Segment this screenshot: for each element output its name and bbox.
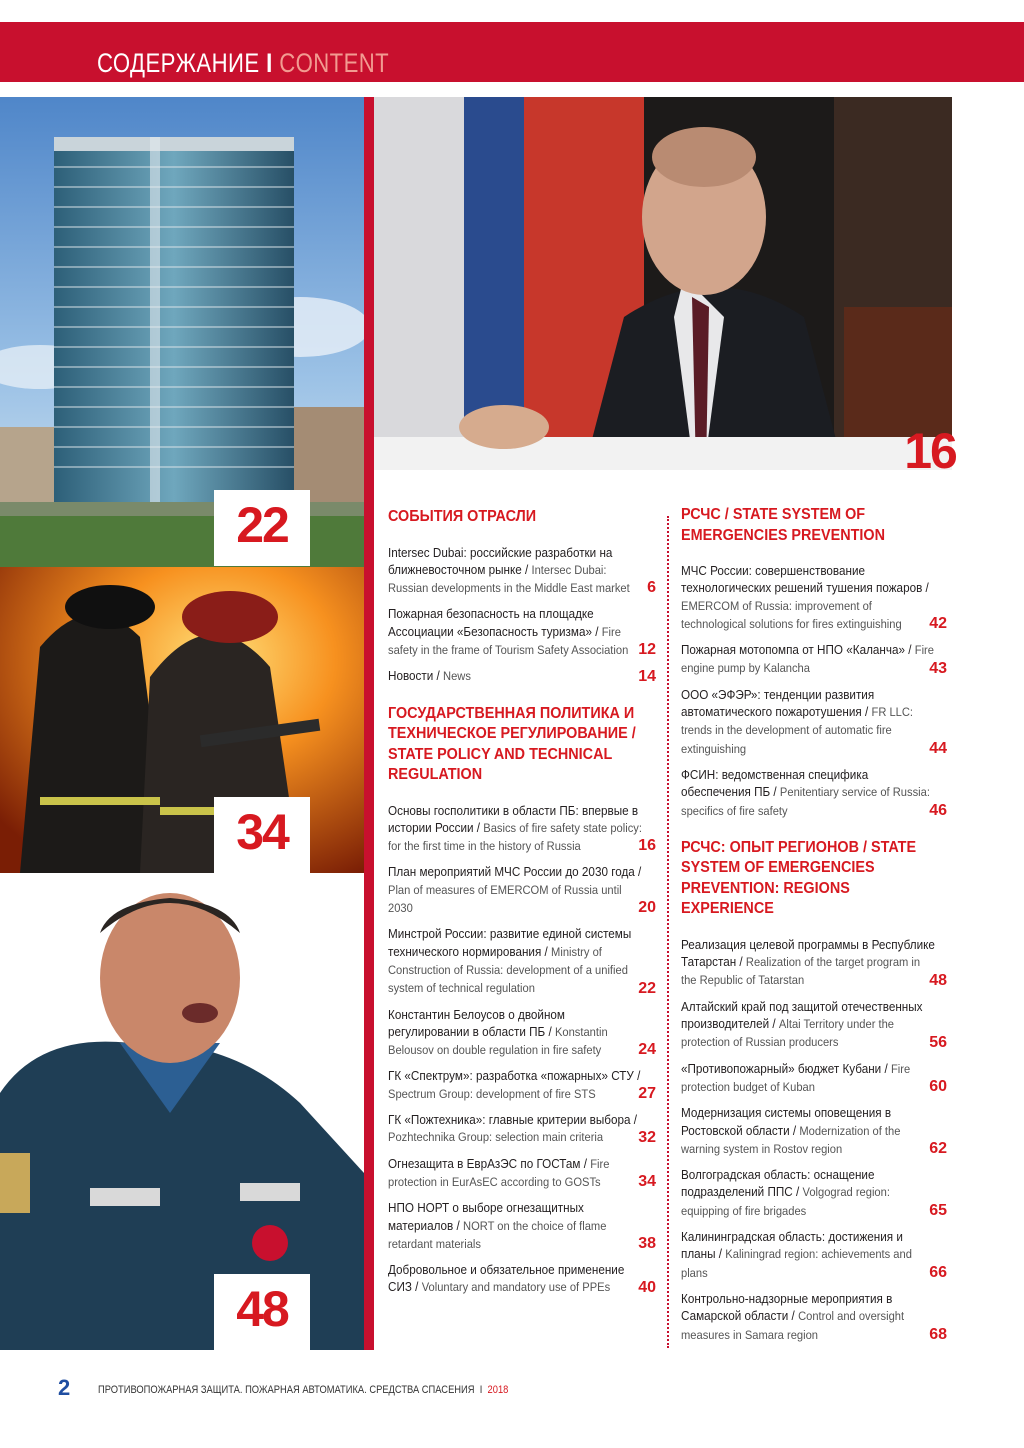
entry-text: План мероприятий МЧС России до 2030 года / Plan of measures of EMERCOM of Russia until 2030 [388, 864, 642, 916]
toc-entry[interactable] [388, 1006, 656, 1060]
entry-text: Основы госполитики в области ПБ: впервые в истории России / Basics of fire safety state policy: for the first time in the history of Russia [388, 802, 642, 854]
entry-ru: Волгоградская область: оснащение подразделений ППС [681, 1167, 875, 1200]
toc-entry[interactable] [388, 1067, 656, 1103]
entry-text: Контрольно-надзорные мероприятия в Самарской области / Control and oversight measures in Samara region [681, 1290, 905, 1342]
entry-ru: ФСИН: ведомственная специфика обеспечения ПБ [681, 766, 869, 800]
section-title-en: STATE POLICY AND TECHNICAL REGULATION [388, 745, 613, 784]
toc-entry[interactable] [681, 562, 947, 633]
page-title [97, 48, 389, 78]
entry-page: 48 [929, 971, 947, 989]
toc-entry[interactable] [388, 1111, 656, 1147]
section-title-ru: СОБЫТИЯ ОТРАСЛИ [388, 508, 537, 525]
section-title-state-policy [388, 704, 649, 786]
entry-ru: «Противопожарный» бюджет Кубани [681, 1060, 882, 1076]
page-ref-22: 22 [214, 490, 310, 566]
toc-right-column [681, 505, 947, 1352]
entry-page: 42 [929, 615, 947, 633]
entry-en: NORT on the choice of flame retardant materials [388, 1218, 607, 1251]
entry-text: Пожарная безопасность на площадке Ассоциации «Безопасность туризма» / Fire safety in the frame of Tourism Safety Association [388, 606, 629, 657]
section-title-ru: РСЧС / [681, 506, 729, 523]
entry-page: 14 [638, 667, 656, 685]
entry-text: Реализация целевой программы в Республике Татарстан / Realization of the target program in the Republic of Tatarstan [681, 936, 935, 988]
entry-page: 43 [929, 659, 947, 677]
toc-entry[interactable] [681, 1166, 947, 1220]
entry-page: 6 [647, 579, 656, 597]
entry-page: 27 [638, 1085, 656, 1103]
entry-ru: Пожарная безопасность на площадке Ассоциации «Безопасность туризма» [388, 606, 594, 639]
toc-entry[interactable] [388, 925, 656, 997]
entry-ru: Контрольно-надзорные мероприятия в Самарской области [681, 1290, 893, 1324]
toc-entry[interactable] [681, 1060, 947, 1097]
entry-en: Fire safety in the frame of Tourism Safety Association [388, 624, 629, 657]
entry-ru: Калининградская область: достижения и планы [681, 1229, 903, 1262]
toc-entry[interactable] [681, 1104, 947, 1158]
entry-text: Волгоградская область: оснащение подразделений ППС / Volgograd region: equipping of fire brigades [681, 1167, 890, 1218]
entry-en: News [443, 669, 471, 684]
entry-en: Realization of the target program in the Republic of Tatarstan [681, 955, 921, 988]
entry-ru: Пожарная мотопомпа от НПО «Каланча» [681, 642, 906, 658]
entry-en: Konstantin Belousov on double regulation in fire safety [388, 1024, 608, 1058]
footer-year: 2018 [487, 1384, 509, 1396]
entry-en: Control and oversight measures in Samara region [681, 1309, 905, 1342]
toc-entry[interactable] [681, 686, 947, 758]
entry-page: 20 [638, 899, 656, 917]
entry-en: FR LLC: trends in the development of automatic fire extinguishing [681, 705, 914, 756]
entry-page: 46 [929, 801, 947, 819]
entry-ru: ГК «Пожтехника»: главные критерии выбора [388, 1112, 631, 1128]
title-en: CONTENT [279, 48, 390, 78]
toc-entry[interactable] [388, 1199, 656, 1253]
entry-en: Pozhtechnika Group: selection main criteria [388, 1130, 604, 1145]
entry-page: 32 [638, 1128, 656, 1146]
entry-text: ГК «Спектрум»: разработка «пожарных» СТУ / Spectrum Group: development of fire STS [388, 1068, 641, 1101]
entry-en: Ministry of Construction of Russia: development of a unified system of technical regulation [388, 944, 628, 996]
page-ref-48: 48 [214, 1274, 310, 1350]
entry-page: 22 [638, 979, 656, 997]
footer-magazine-title [98, 1384, 508, 1396]
entry-en: Voluntary and mandatory use of PPEs [421, 1280, 611, 1295]
toc-entry[interactable] [388, 863, 656, 917]
entry-ru: Минстрой России: развитие единой системы технического нормирования [388, 926, 632, 959]
section-title-regions [681, 838, 942, 920]
entry-text: Константин Белоусов о двойном регулировании в области ПБ / Konstantin Belousov on double regulation in fire safety [388, 1006, 608, 1058]
toc-left-column [388, 507, 656, 1305]
entry-en: Fire protection in EurAsEC according to GOSTs [388, 1156, 610, 1189]
toc-entry[interactable] [681, 1228, 947, 1282]
toc-entry[interactable] [681, 936, 947, 990]
entry-en: EMERCOM of Russia: improvement of technological solutions for fires extinguishing [681, 598, 902, 631]
entry-ru: ГК «Спектрум»: разработка «пожарных» СТУ [388, 1068, 634, 1084]
entry-page: 66 [929, 1263, 947, 1281]
entry-en: Plan of measures of EMERCOM of Russia until 2030 [388, 882, 622, 916]
entry-en: Fire protection budget of Kuban [681, 1061, 911, 1094]
section-title-en: STATE SYSTEM OF EMERGENCIES PREVENTION: REGIONS EXPERIENCE [681, 838, 917, 918]
toc-entry[interactable] [388, 1261, 656, 1297]
entry-ru: План мероприятий МЧС России до 2030 года [388, 864, 635, 880]
toc-entry[interactable] [388, 544, 656, 598]
entry-page: 68 [929, 1325, 947, 1343]
toc-entry[interactable] [681, 766, 947, 820]
entry-text: ФСИН: ведомственная специфика обеспечения ПБ / Penitentiary service of Russia: specifics of fire safety [681, 766, 930, 818]
toc-entry[interactable] [388, 667, 656, 685]
entry-ru: Константин Белоусов о двойном регулировании в области ПБ [388, 1006, 565, 1039]
page-ref-16: 16 [904, 423, 956, 479]
section-title-industry-events [388, 507, 649, 528]
column-divider [667, 516, 669, 1348]
section-title-en: STATE SYSTEM OF EMERGENCIES PREVENTION [681, 506, 886, 544]
entry-text: Новости / News [388, 668, 471, 684]
entry-en: Penitentiary service of Russia: specifics of fire safety [681, 785, 930, 818]
entry-en: Fire engine pump by Kalancha [681, 643, 934, 676]
accent-line [364, 97, 374, 1350]
entry-page: 34 [638, 1173, 656, 1191]
entry-page: 12 [638, 641, 656, 659]
entry-page: 38 [638, 1235, 656, 1253]
entry-text: ООО «ЭФЭР»: тенденции развития автоматического пожаротушения / FR LLC: trends in the development of automatic fire extinguishing [681, 686, 914, 756]
entry-text: МЧС России: совершенствование технологических решений тушения пожаров / EMERCOM of Russia: improvement of technological solutions for fires extinguishing [681, 563, 929, 631]
entry-en: Altai Territory under the protection of Russian producers [681, 1017, 895, 1050]
entry-ru: Реализация целевой программы в Республике Татарстан [681, 936, 935, 970]
entry-en: Basics of fire safety state policy: for the first time in the history of Russia [388, 820, 642, 854]
entry-page: 62 [929, 1140, 947, 1158]
entry-text: Огнезащита в ЕврАзЭС по ГОСТам / Fire protection in EurAsEC according to GOSTs [388, 1155, 610, 1189]
entry-page: 24 [638, 1041, 656, 1059]
entry-en: Intersec Dubai: Russian developments in the Middle East market [388, 562, 630, 596]
entry-text: НПО НОРТ о выборе огнезащитных материалов / NORT on the choice of flame retardant materials [388, 1200, 607, 1251]
magazine-name: ПРОТИВОПОЖАРНАЯ ЗАЩИТА. ПОЖАРНАЯ АВТОМАТИКА. СРЕДСТВА СПАСЕНИЯ [98, 1384, 475, 1396]
entry-text: Минстрой России: развитие единой системы технического нормирования / Ministry of Construction of Russia: development of a unified system of technical regulation [388, 926, 632, 996]
entry-ru: Огнезащита в ЕврАзЭС по ГОСТам [388, 1155, 581, 1171]
entry-ru: НПО НОРТ о выборе огнезащитных материалов [388, 1200, 584, 1233]
entry-text: «Противопожарный» бюджет Кубани / Fire protection budget of Kuban [681, 1060, 911, 1094]
entry-page: 56 [929, 1033, 947, 1051]
entry-page: 65 [929, 1202, 947, 1220]
entry-text: Добровольное и обязательное применение СИЗ / Voluntary and mandatory use of PPEs [388, 1262, 625, 1295]
title-ru: СОДЕРЖАНИЕ [97, 48, 260, 78]
title-separator: I [266, 48, 273, 78]
entry-en: Kaliningrad region: achievements and plans [681, 1247, 912, 1280]
section-title-emergencies [681, 505, 942, 546]
entry-page: 16 [638, 837, 656, 855]
entry-page: 60 [929, 1078, 947, 1096]
entry-text: Модернизация системы оповещения в Ростовской области / Modernization of the warning system in Rostov region [681, 1105, 901, 1156]
entry-ru: Основы госполитики в области ПБ: впервые в истории России [388, 802, 639, 835]
entry-ru: Intersec Dubai: российские разработки на ближневосточном рынке [388, 544, 613, 577]
entry-text: Intersec Dubai: российские разработки на ближневосточном рынке / Intersec Dubai: Russian developments in the Middle East market [388, 544, 630, 596]
entry-page: 40 [638, 1278, 656, 1296]
entry-ru: МЧС России: совершенствование технологических решений тушения пожаров [681, 563, 923, 596]
section-title-ru: РСЧС: ОПЫТ РЕГИОНОВ / [681, 838, 867, 856]
entry-ru: Модернизация системы оповещения в Ростовской области [681, 1105, 892, 1138]
toc-entry[interactable] [681, 998, 947, 1052]
entry-en: Modernization of the warning system in Rostov region [681, 1123, 901, 1156]
toc-entry[interactable] [681, 641, 947, 678]
toc-entry[interactable] [681, 1290, 947, 1344]
section-title-ru: ГОСУДАРСТВЕННАЯ ПОЛИТИКА И ТЕХНИЧЕСКОЕ РЕГУЛИРОВАНИЕ / [388, 704, 636, 743]
entry-text: Калининградская область: достижения и планы / Kaliningrad region: achievements and plans [681, 1229, 912, 1280]
toc-entry[interactable] [388, 1155, 656, 1192]
toc-entry[interactable] [388, 802, 656, 856]
page-ref-34: 34 [214, 797, 310, 873]
entry-text: Алтайский край под защитой отечественных производителей / Altai Territory under the protection of Russian producers [681, 998, 923, 1050]
entry-page: 44 [929, 739, 947, 757]
entry-ru: ООО «ЭФЭР»: тенденции развития автоматического пожаротушения [681, 686, 875, 720]
entry-ru: Алтайский край под защитой отечественных производителей [681, 998, 923, 1032]
toc-entry[interactable] [388, 605, 656, 659]
signing-photo [374, 97, 952, 470]
entry-ru: Добровольное и обязательное применение СИЗ [388, 1262, 625, 1295]
entry-en: Volgograd region: equipping of fire brigades [681, 1185, 890, 1218]
entry-text: ГК «Пожтехника»: главные критерии выбора / Pozhtechnika Group: selection main criteria [388, 1112, 638, 1145]
entry-en: Spectrum Group: development of fire STS [388, 1086, 596, 1101]
entry-ru: Новости [388, 668, 434, 684]
footer-separator: I [479, 1384, 483, 1396]
footer-page-number: 2 [58, 1375, 71, 1400]
entry-text: Пожарная мотопомпа от НПО «Каланча» / Fire engine pump by Kalancha [681, 642, 934, 676]
